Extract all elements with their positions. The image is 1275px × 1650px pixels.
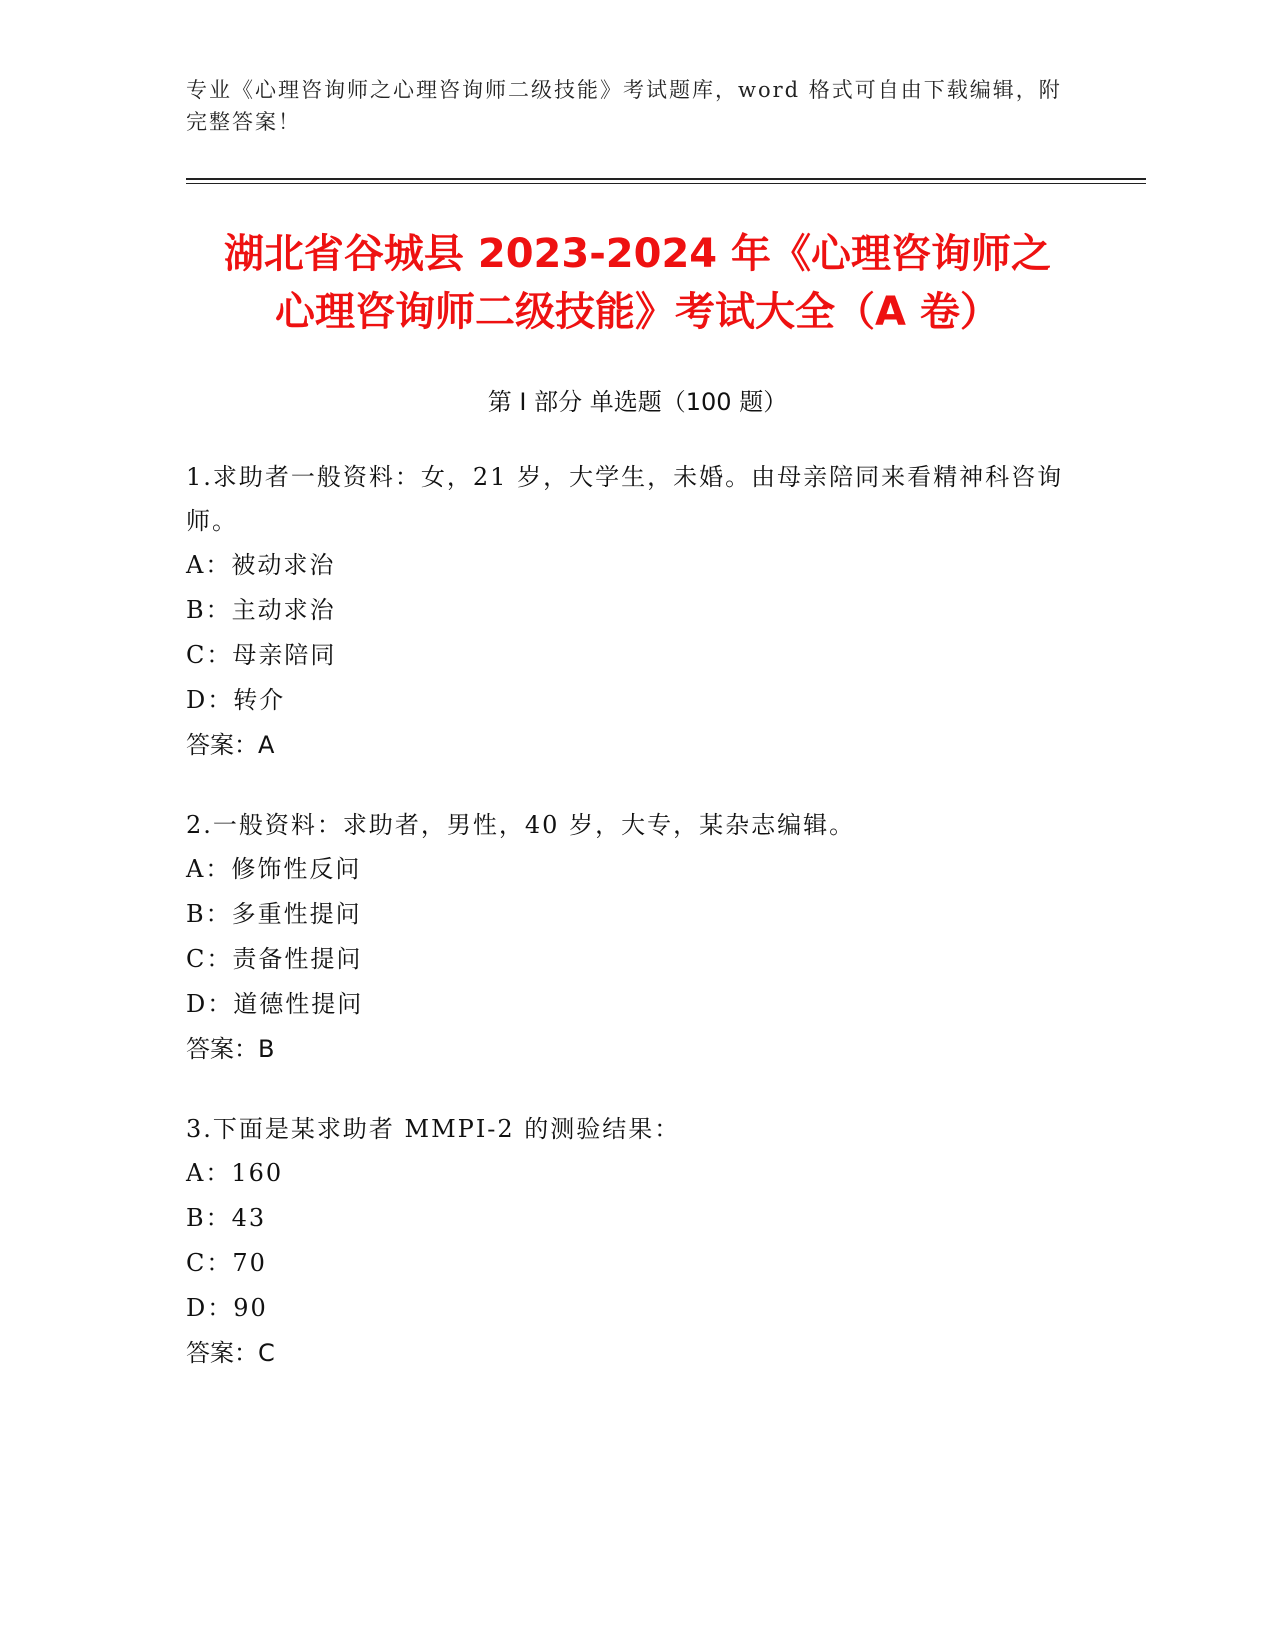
document-title xyxy=(150,225,1125,341)
option-a: A：160 xyxy=(186,1159,284,1187)
document-title-line-2: 心理咨询师二级技能》考试大全（A 卷） xyxy=(275,289,1000,335)
question-2 xyxy=(186,803,1066,1072)
question-stem: 3.下面是某求助者 MMPI-2 的测验结果： xyxy=(186,1115,681,1143)
answer: 答案：B xyxy=(186,1035,275,1063)
section-title: 第 I 部分 单选题（100 题） xyxy=(487,388,788,416)
option-d: D：90 xyxy=(186,1294,268,1322)
option-d: D：道德性提问 xyxy=(186,990,364,1018)
header-divider-thick xyxy=(186,178,1146,180)
option-b: B：多重性提问 xyxy=(186,900,362,928)
question-1 xyxy=(186,455,1066,768)
option-c: C：责备性提问 xyxy=(186,945,363,973)
question-stem: 1.求助者一般资料：女，21 岁，大学生，未婚。由母亲陪同来看精神科咨询师。 xyxy=(186,463,1064,535)
option-b: B：43 xyxy=(186,1204,267,1232)
option-d: D：转介 xyxy=(186,686,286,714)
answer: 答案：A xyxy=(186,731,275,759)
header-note: 专业《心理咨询师之心理咨询师二级技能》考试题库，word 格式可自由下载编辑，附完整答案！ xyxy=(186,78,1062,134)
answer: 答案：C xyxy=(186,1339,275,1367)
question-stem: 2.一般资料：求助者，男性，40 岁，大专，某杂志编辑。 xyxy=(186,811,856,839)
option-a: A：修饰性反问 xyxy=(186,855,362,883)
option-a: A：被动求治 xyxy=(186,551,336,579)
question-3 xyxy=(186,1107,1066,1376)
option-c: C：母亲陪同 xyxy=(186,641,337,669)
option-c: C：70 xyxy=(186,1249,267,1277)
document-title-line-1: 湖北省谷城县 2023-2024 年《心理咨询师之 xyxy=(223,231,1052,277)
header-divider-thin xyxy=(186,183,1146,184)
option-b: B：主动求治 xyxy=(186,596,336,624)
